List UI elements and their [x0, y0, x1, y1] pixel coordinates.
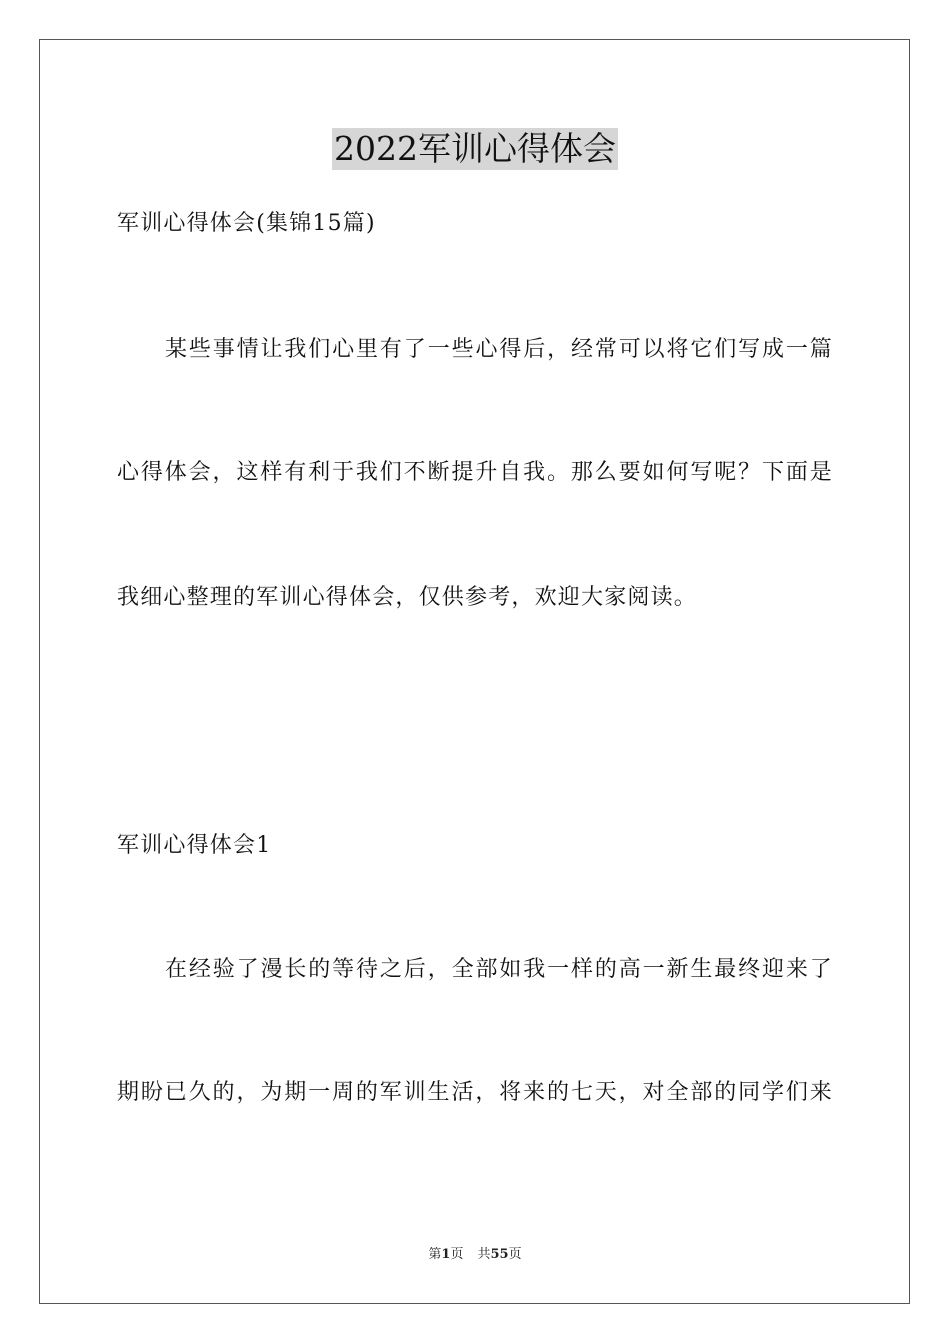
footer-page-number: 1: [441, 1247, 451, 1262]
intro-line-3: 我细心整理的军训心得体会，仅供参考，欢迎大家阅读。: [117, 585, 698, 610]
document-subtitle: 军训心得体会(集锦15篇): [117, 211, 376, 236]
footer-page-suffix: 页: [450, 1247, 464, 1262]
section-heading: 军训心得体会1: [117, 833, 272, 858]
document-title: 2022军训心得体会: [334, 129, 616, 168]
section-line-2: 期盼已久的，为期一周的军训生活，将来的七天，对全部的同学们来: [117, 1080, 833, 1105]
footer-page-prefix: 第: [428, 1247, 442, 1262]
intro-line-1: 某些事情让我们心里有了一些心得后，经常可以将它们写成一篇: [165, 337, 833, 362]
footer-total-suffix: 页: [508, 1247, 522, 1262]
intro-line-2: 心得体会，这样有利于我们不断提升自我。那么要如何写呢？下面是: [117, 460, 833, 485]
section-line-1: 在经验了漫长的等待之后，全部如我一样的高一新生最终迎来了: [165, 957, 833, 982]
title-container: [0, 128, 950, 170]
footer-total-prefix: 共: [477, 1247, 491, 1262]
footer-total-pages: 55: [490, 1247, 509, 1262]
page-footer: [0, 1246, 950, 1264]
